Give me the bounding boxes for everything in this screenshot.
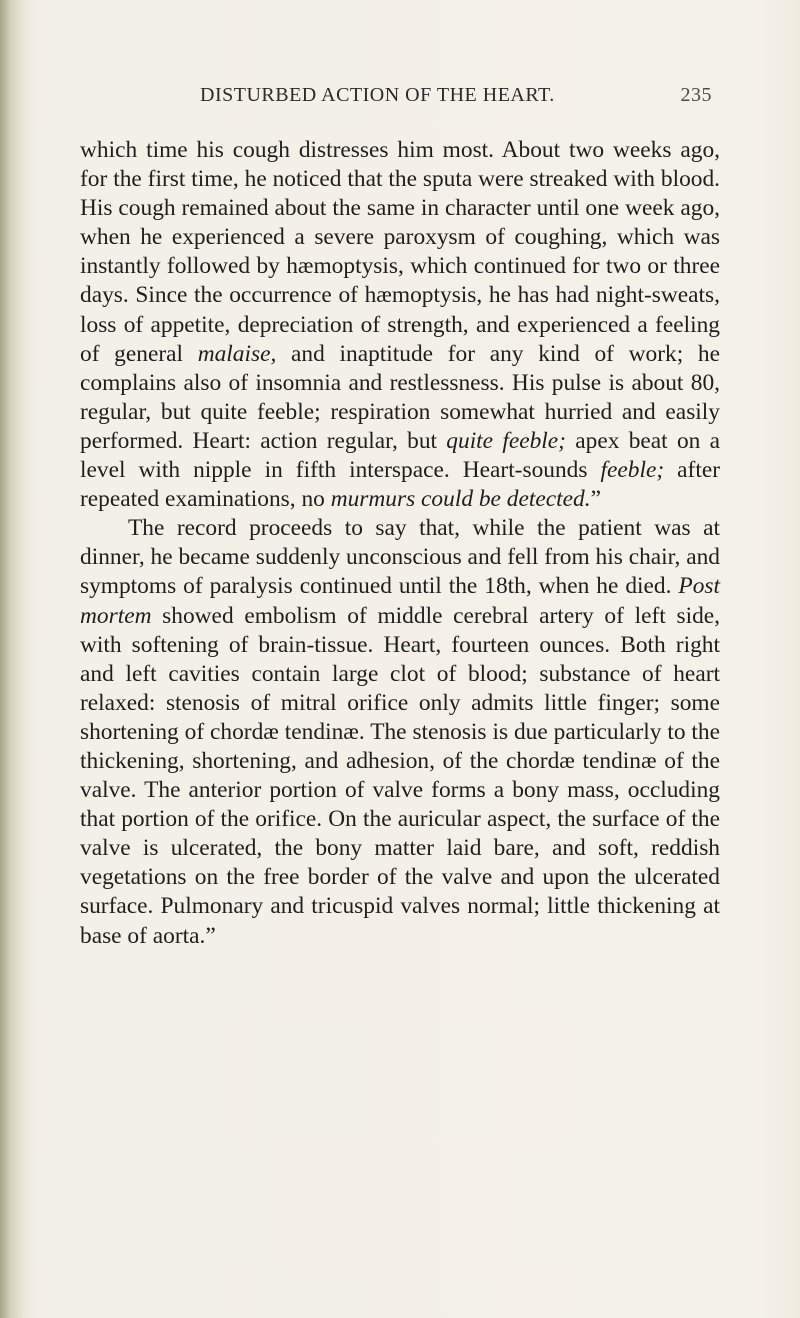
paragraph-1-italic-malaise: malaise,: [197, 340, 277, 367]
paragraph-2-italic-post-mortem: Post mortem: [80, 573, 720, 629]
paragraph-1-text-2: and inaptitude for any kind of work; he complains also of insomnia and restlessness. His pulse is about 80, regular, but quite feeble; respiration somewhat hurried and easily performed. Heart: action regular, but: [80, 340, 721, 454]
paragraph-1-text-4: after repeated examinations, no: [80, 457, 720, 513]
page-gutter-shadow: [0, 0, 26, 1318]
paragraph-1-italic-feeble: feeble;: [600, 457, 665, 484]
paragraph-2-text-2: showed embolism of middle cerebral artery of left side, with softening of brain-tissue. Heart, fourteen ounces. Both right and left cavities contain large clot of blood; substance of heart relaxed: stenosis of mitral orifice only admits little finger; some shortening of chordæ tendinæ. The stenosis is due particularly to the thickening, shortening, and adhesion, of the chordæ tendinæ of the valve. The anterior portion of valve forms a bony mass, occluding that portion of the orifice. On the auricular aspect, the surface of the valve is ulcerated, the bony matter laid bare, and soft, reddish vegetations on the free border of the valve and upon the ulcerated surface. Pulmonary and tricuspid valves normal; little thickening at base of aorta.”: [80, 602, 720, 949]
paragraph-2: [80, 514, 720, 950]
paragraph-1-italic-murmurs: murmurs could be detected.: [330, 486, 591, 513]
paragraph-1: [80, 136, 720, 514]
paragraph-1-closing-quote: ”: [590, 486, 601, 513]
running-head-title: DISTURBED ACTION OF THE HEART.: [200, 84, 555, 106]
paragraph-1-text-3: apex beat on a level with nipple in fifth interspace. Heart-sounds: [80, 427, 720, 484]
body-text: [80, 136, 720, 951]
paragraph-2-text-1: The record proceeds to say that, while the patient was at dinner, he became suddenly unconscious and fell from his chair, and symptoms of paralysis continued until the 18th, when he died.: [80, 515, 720, 600]
paragraph-1-italic-quite-feeble: quite feeble;: [446, 427, 566, 454]
page-number: 235: [680, 84, 712, 106]
paragraph-1-text-1: which time his cough distresses him most. About two weeks ago, for the first time, he noticed that the sputa were streaked with blood. His cough remained about the same in character until one week ago, when he experienced a severe paroxysm of coughing, which was instantly followed by hæmoptysis, which continued for two or three days. Since the occurrence of hæmoptysis, he has had night-sweats, loss of appetite, depreciation of strength, and experienced a feeling of general: [80, 137, 720, 367]
